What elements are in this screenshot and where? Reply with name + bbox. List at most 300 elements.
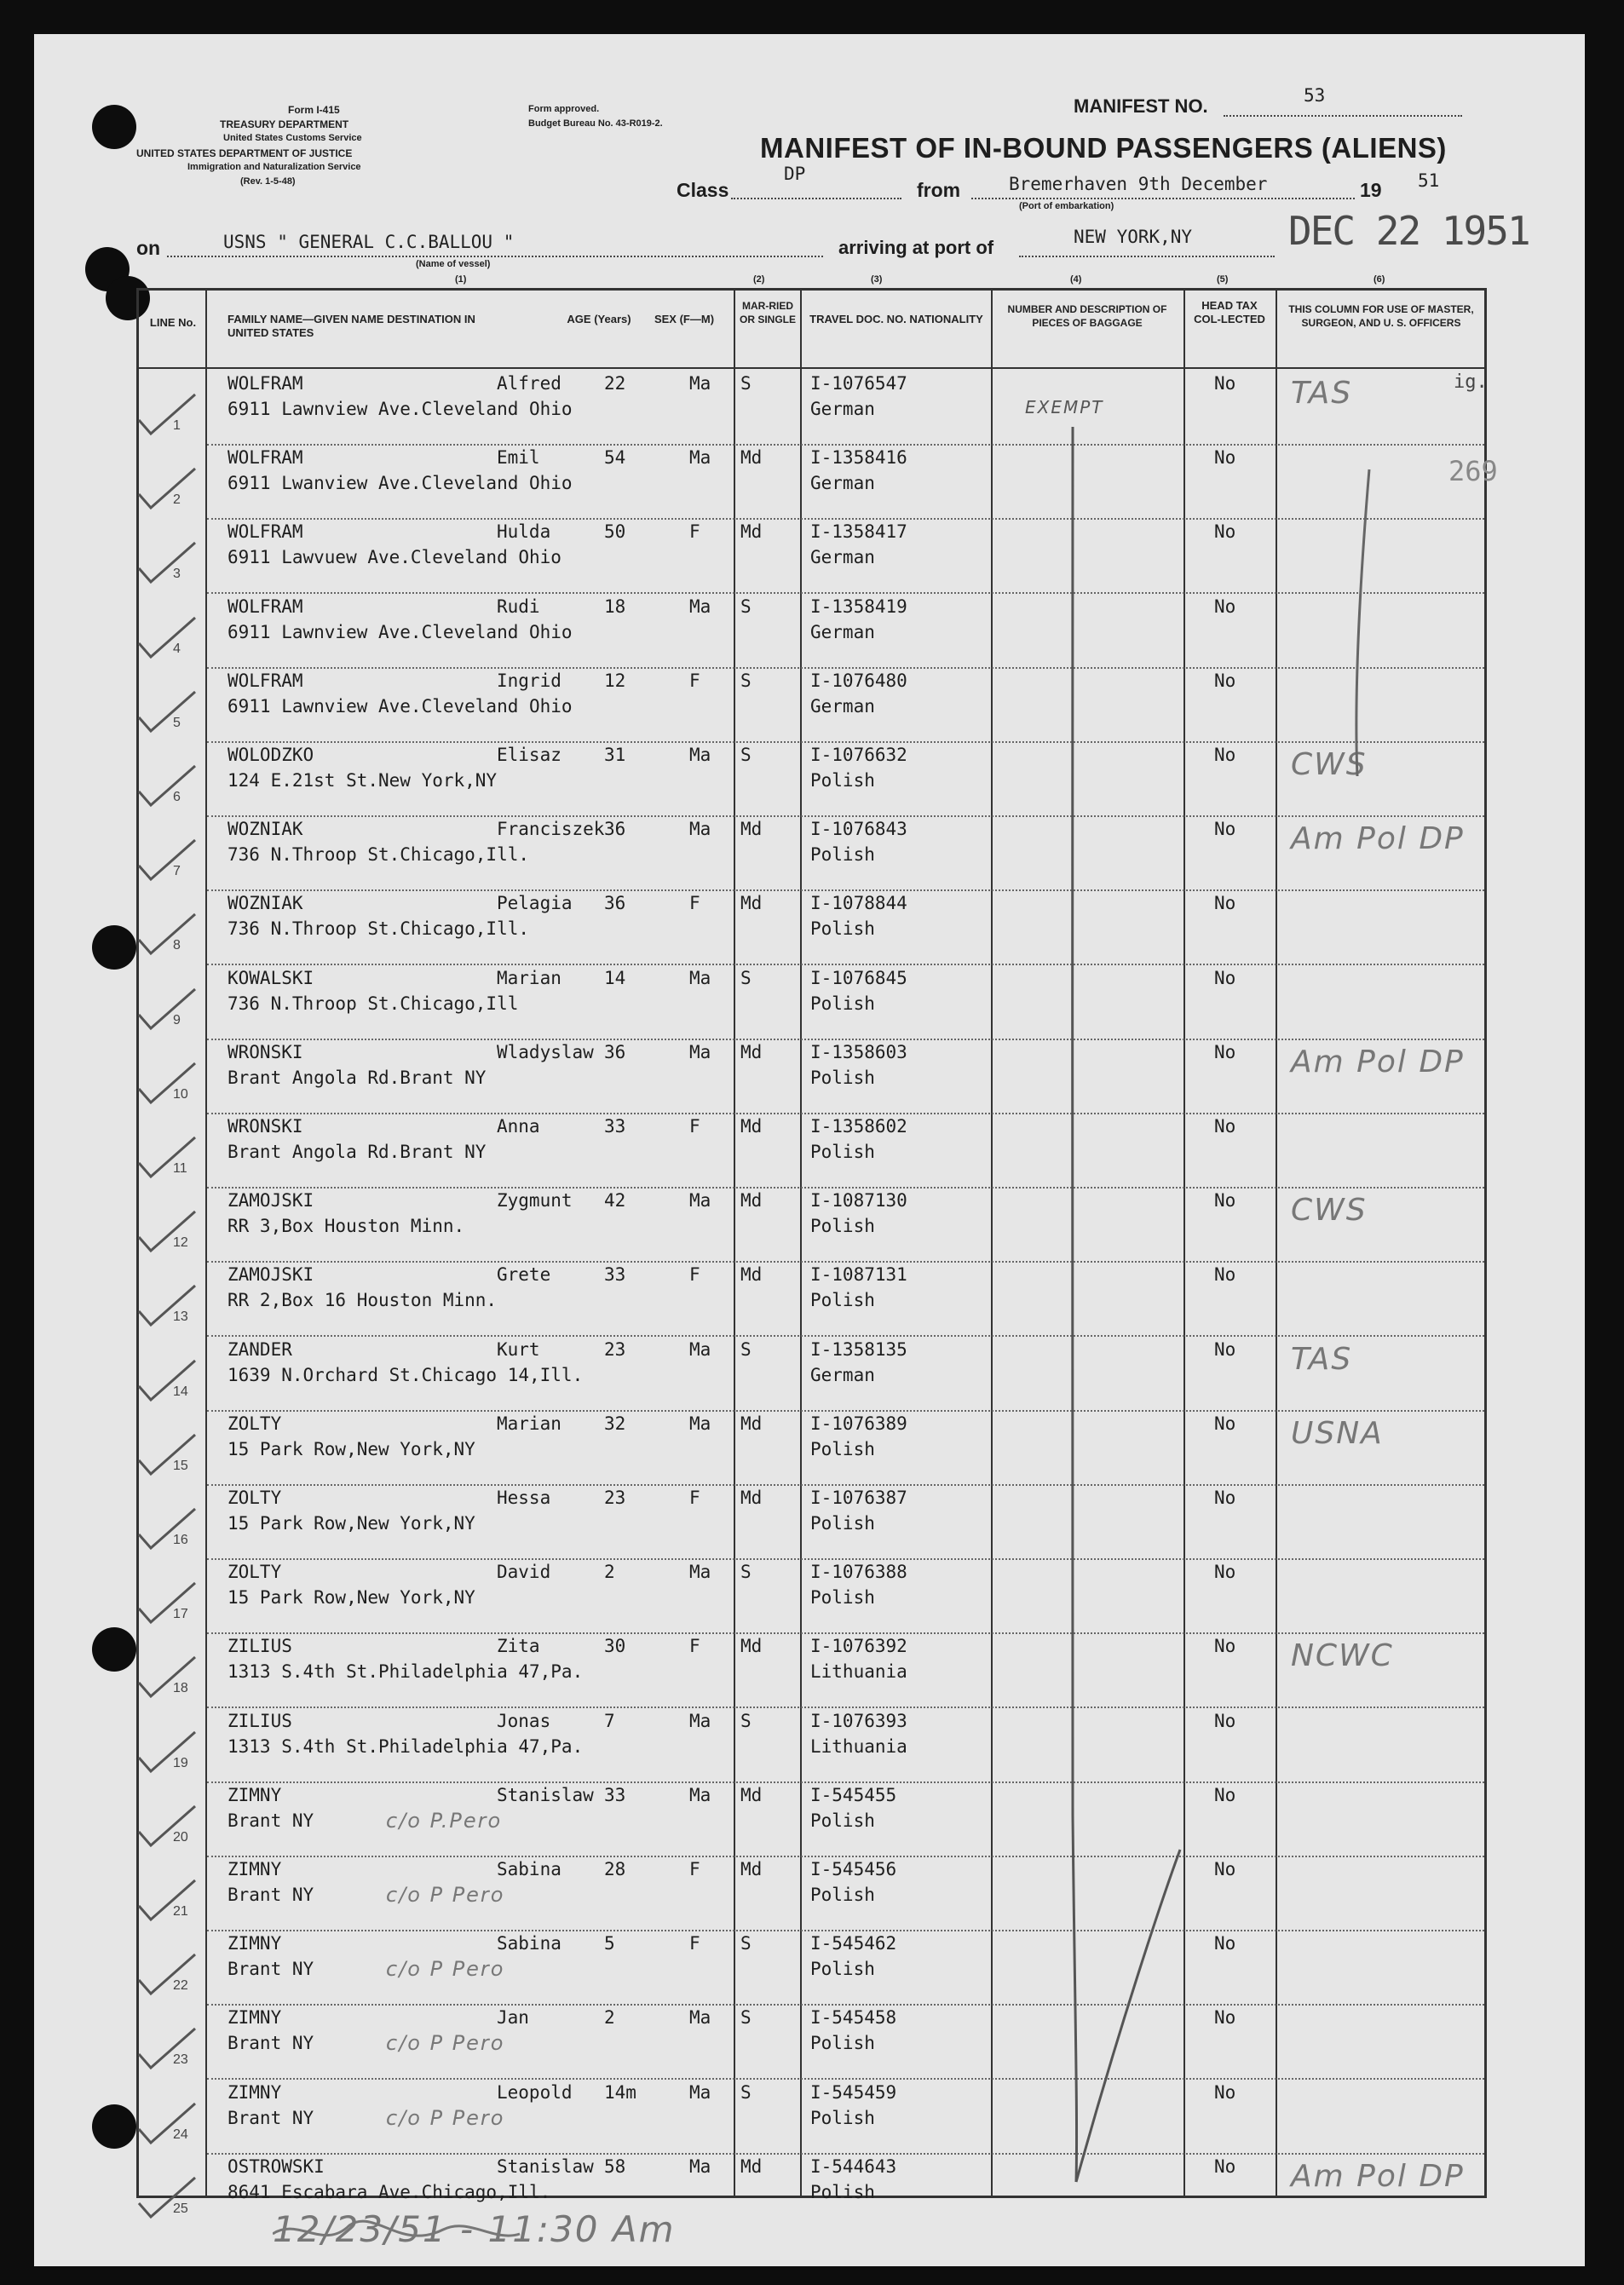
port-embarkation-caption: (Port of embarkation) [1019,201,1114,211]
line-number: 1 [173,418,181,433]
nationality: Polish [810,1067,875,1088]
given-name: Jonas [497,1710,551,1731]
customs-label: United States Customs Service [223,133,362,143]
age: 50 [604,521,626,543]
destination: 15 Park Row,New York,NY [227,1513,475,1534]
head-tax: No [1214,1562,1236,1583]
destination: Brant Angola Rd.Brant NY [227,1067,487,1088]
header-line-no: LINE No. [149,316,197,329]
col-number-6: (6) [1373,274,1385,285]
table-row [139,2080,1484,2154]
line-number: 12 [173,1235,188,1251]
destination: 6911 Lawnview Ave.Cleveland Ohio [227,695,573,717]
given-name: Stanislaw [497,2155,594,2177]
nationality: Polish [810,1142,875,1162]
line-number: 11 [173,1161,187,1176]
col-number-4: (4) [1070,274,1082,285]
head-tax: No [1214,1190,1236,1212]
marital-status: S [740,670,752,691]
officer-note: Am Pol DP [1291,821,1465,857]
age: 7 [604,1710,615,1731]
arriving-value: NEW YORK,NY [1074,227,1193,247]
sex: F [689,1116,700,1137]
check-mark-icon [132,1504,200,1555]
head-tax: No [1214,1413,1236,1434]
col-number-1: (1) [455,274,467,285]
year-prefix: 19 [1360,179,1382,201]
given-name: Sabina [497,1859,561,1879]
sex: F [689,670,700,691]
marital-status: S [740,967,752,988]
family-name: ZIMNY [227,1784,282,1805]
head-tax: No [1214,670,1236,691]
marital-status: Md [740,1859,763,1879]
sex: Ma [689,1562,711,1583]
nationality: Polish [810,1438,875,1459]
sex: Ma [689,596,711,617]
sex: Ma [689,373,711,394]
given-name: Zita [497,1636,540,1657]
age: 30 [604,1636,626,1657]
age: 36 [604,819,626,840]
age: 23 [604,1488,626,1508]
age: 33 [604,1264,626,1286]
travel-doc-number: I-1358419 [810,596,907,617]
age: 14 [604,967,626,988]
travel-doc-number: I-545455 [810,1784,897,1805]
marital-status: Md [740,447,763,469]
destination: Brant NY [227,1810,314,1831]
head-tax: No [1214,2007,1236,2029]
head-tax: No [1214,967,1236,988]
marital-status: S [740,1933,752,1954]
manifest-no-label: MANIFEST NO. [1074,95,1208,117]
sex: Ma [689,1784,711,1805]
age: 33 [604,1784,626,1805]
given-name: Pelagia [497,893,573,914]
marital-status: Md [740,819,763,840]
nationality: Polish [810,1216,875,1237]
travel-doc-number: I-1076843 [810,819,907,840]
given-name: Marian [497,1413,561,1434]
line-number: 14 [173,1384,188,1399]
check-mark-icon [132,538,200,589]
officer-note: CWS [1291,1193,1368,1229]
given-name: Marian [497,967,561,988]
check-mark-icon [132,1727,200,1778]
destination: 6911 Lawnview Ave.Cleveland Ohio [227,399,573,419]
destination: 6911 Lawvuew Ave.Cleveland Ohio [227,547,561,568]
nationality: German [810,1364,875,1385]
destination: 124 E.21st St.New York,NY [227,770,498,791]
check-mark-icon [132,2023,200,2075]
age: 54 [604,447,626,469]
destination: 736 N.Throop St.Chicago,Ill. [227,918,530,940]
family-name: ZAMOJSKI [227,1190,314,1212]
check-mark-icon [132,687,200,738]
given-name: Alfred [497,373,561,394]
head-tax: No [1214,1264,1236,1286]
travel-doc-number: I-1076389 [810,1413,907,1434]
nationality: Polish [810,1587,875,1609]
nationality: Polish [810,844,875,866]
line-number: 9 [173,1012,181,1027]
travel-doc-number: I-1358135 [810,1338,907,1360]
given-name: Wladyslaw [497,1041,594,1062]
table-row [139,1485,1484,1559]
year-value: 51 [1418,170,1440,191]
line-number: 7 [173,864,181,879]
destination: 1313 S.4th St.Philadelphia 47,Pa. [227,1661,584,1683]
nationality: Polish [810,770,875,791]
col-number-2: (2) [753,274,765,285]
destination: Brant Angola Rd.Brant NY [227,1142,487,1162]
line-number: 6 [173,790,181,804]
arriving-label: arriving at port of [838,237,994,258]
table-row [139,1856,1484,1931]
age: 28 [604,1859,626,1879]
nationality: Polish [810,2033,875,2054]
family-name: WOZNIAK [227,893,303,914]
travel-doc-number: I-1087131 [810,1264,907,1286]
family-name: WOLFRAM [227,596,303,617]
marital-status: Md [740,1636,763,1657]
check-mark-icon [132,1355,200,1407]
destination: 15 Park Row,New York,NY [227,1587,475,1609]
nationality: Polish [810,2107,875,2128]
travel-doc-number: I-1076387 [810,1488,907,1508]
sex: Ma [689,967,711,988]
check-mark-icon [132,2098,200,2150]
head-tax: No [1214,745,1236,765]
check-mark-icon [132,909,200,960]
vessel-caption: (Name of vessel) [416,259,491,269]
age: 18 [604,596,626,617]
sex: F [689,1933,700,1954]
line-number: 18 [173,1681,188,1696]
line-number: 2 [173,492,181,508]
travel-doc-number: I-545459 [810,2081,897,2103]
given-name: Elisaz [497,745,561,765]
given-name: Zygmunt [497,1190,573,1212]
stamp-269: 269 [1448,455,1498,487]
line-number: 15 [173,1458,188,1473]
head-tax: No [1214,1338,1236,1360]
marital-status: S [740,1338,752,1360]
family-name: ZILIUS [227,1710,292,1731]
travel-doc-number: I-1358417 [810,521,907,543]
head-tax: No [1214,893,1236,914]
manifest-title: MANIFEST OF IN-BOUND PASSENGERS (ALIENS) [760,132,1447,164]
header-baggage: NUMBER AND DESCRIPTION OF PIECES OF BAGGAGE [1007,303,1167,329]
age: 36 [604,893,626,914]
destination: 1639 N.Orchard St.Chicago 14,Ill. [227,1364,584,1385]
travel-doc-number: I-544643 [810,2155,897,2177]
given-name: Grete [497,1264,551,1286]
from-value: Bremerhaven 9th December [1009,174,1268,194]
check-mark-icon [132,1132,200,1183]
line-number: 24 [173,2127,188,2142]
age: 58 [604,2155,626,2177]
marital-status: Md [740,1784,763,1805]
destination: 15 Park Row,New York,NY [227,1438,475,1459]
line-number: 23 [173,2052,188,2068]
destination: Brant NY [227,1959,314,1980]
given-name: Leopold [497,2081,573,2103]
sex: F [689,893,700,914]
head-tax: No [1214,2081,1236,2103]
nationality: Polish [810,993,875,1014]
given-name: Ingrid [497,670,561,691]
officer-note: TAS [1291,1341,1353,1377]
sex: F [689,1488,700,1508]
marital-status: S [740,373,752,394]
line-number: 21 [173,1904,188,1919]
travel-doc-number: I-1076393 [810,1710,907,1731]
col-number-5: (5) [1217,274,1229,285]
passenger-table [136,288,1487,2216]
table-row [139,1262,1484,1336]
care-of-note: c/o P Pero [386,2105,505,2130]
head-tax: No [1214,1488,1236,1508]
head-tax: No [1214,819,1236,840]
check-mark-icon [132,1430,200,1481]
given-name: Jan [497,2007,529,2029]
check-mark-icon [132,463,200,515]
ins-label: Immigration and Naturalization Service [187,162,361,172]
travel-doc-number: I-1076632 [810,745,907,765]
header-headtax: HEAD TAX COL-LECTED [1194,299,1265,325]
table-row [139,1559,1484,1633]
sex: Ma [689,1338,711,1360]
table-row [139,2005,1484,2079]
age: 33 [604,1116,626,1137]
given-name: Emil [497,447,540,469]
line-number: 8 [173,938,181,953]
family-name: OSTROWSKI [227,2155,325,2177]
head-tax: No [1214,521,1236,543]
destination: 736 N.Throop St.Chicago,Ill. [227,844,530,866]
travel-doc-number: I-1087130 [810,1190,907,1212]
family-name: ZIMNY [227,1933,282,1954]
care-of-note: c/o P.Pero [386,1808,503,1833]
travel-doc-number: I-1358602 [810,1116,907,1137]
marital-status: S [740,2007,752,2029]
family-name: WRONSKI [227,1116,303,1137]
given-name: Hessa [497,1488,551,1508]
age: 12 [604,670,626,691]
check-mark-icon [132,761,200,812]
family-name: ZAMOJSKI [227,1264,314,1286]
table-row [139,1188,1484,1262]
given-name: Sabina [497,1933,561,1954]
destination: RR 3,Box Houston Minn. [227,1216,465,1237]
form-number: Form I-415 [288,104,340,116]
age: 32 [604,1413,626,1434]
sex: Ma [689,447,711,469]
nationality: German [810,473,875,494]
destination: 1313 S.4th St.Philadelphia 47,Pa. [227,1735,584,1757]
travel-doc-number: I-1076547 [810,373,907,394]
family-name: WOZNIAK [227,819,303,840]
signature-scrawl [273,2208,528,2259]
travel-doc-number: I-1076392 [810,1636,907,1657]
table-row [139,1411,1484,1485]
line-number: 5 [173,715,181,730]
given-name: Stanislaw [497,1784,594,1805]
nationality: German [810,621,875,642]
line-number: 3 [173,567,181,582]
nationality: Polish [810,1513,875,1534]
ig-note: ig. [1454,371,1488,393]
check-mark-icon [132,835,200,886]
marital-status: Md [740,1488,763,1508]
head-tax: No [1214,1636,1236,1657]
sex: Ma [689,1710,711,1731]
header-married: MAR-RIED OR SINGLE [739,300,796,325]
line-number: 17 [173,1607,188,1622]
head-tax: No [1214,1041,1236,1062]
marital-status: S [740,1562,752,1583]
destination: 6911 Lawnview Ave.Cleveland Ohio [227,621,573,642]
sex: F [689,1264,700,1286]
sex: Ma [689,2155,711,2177]
family-name: WOLFRAM [227,373,303,394]
care-of-note: c/o P Pero [386,1957,505,1982]
header-sex: SEX (F—M) [654,313,715,325]
nationality: German [810,399,875,419]
on-label: on [136,237,161,259]
nationality: German [810,695,875,717]
check-mark-icon [132,1206,200,1258]
travel-doc-number: I-545456 [810,1859,897,1879]
marital-status: Md [740,521,763,543]
sex: Ma [689,1041,711,1062]
check-mark-icon [132,1058,200,1109]
marital-status: Md [740,1041,763,1062]
check-mark-icon [132,1578,200,1629]
head-tax: No [1214,2155,1236,2177]
table-row [139,1782,1484,1856]
sex: Ma [689,2081,711,2103]
class-label: Class [677,179,729,201]
line-number: 10 [173,1086,188,1102]
nationality: Polish [810,1885,875,1905]
nationality: Polish [810,1290,875,1311]
age: 5 [604,1933,615,1954]
travel-doc-number: I-545458 [810,2007,897,2029]
age: 31 [604,745,626,765]
care-of-note: c/o P Pero [386,2031,505,2056]
officer-note: Am Pol DP [1291,2158,1465,2194]
manifest-no-value: 53 [1304,85,1326,106]
marital-status: Md [740,2155,763,2177]
care-of-note: c/o P Pero [386,1883,505,1907]
treasury-label: TREASURY DEPARTMENT [220,118,349,130]
sex: F [689,1859,700,1879]
marital-status: S [740,596,752,617]
line-number: 25 [173,2201,188,2216]
check-mark-icon [132,984,200,1035]
line-number: 4 [173,641,181,656]
travel-doc-number: I-1078844 [810,893,907,914]
family-name: ZIMNY [227,2081,282,2103]
family-name: ZOLTY [227,1413,282,1434]
col-number-3: (3) [871,274,883,285]
nationality: Lithuania [810,1735,907,1757]
marital-status: S [740,2081,752,2103]
date-stamp: DEC 22 1951 [1288,208,1529,254]
given-name: Franciszek [497,819,605,840]
marital-status: Md [740,1264,763,1286]
marital-status: Md [740,1190,763,1212]
line-number: 20 [173,1829,188,1845]
sex: Ma [689,745,711,765]
age: 36 [604,1041,626,1062]
nationality: Polish [810,1810,875,1831]
check-mark-icon [132,1875,200,1926]
officer-note: TAS [1291,376,1353,411]
header-officers: THIS COLUMN FOR USE OF MASTER, SURGEON, AND U. S. OFFICERS [1288,303,1474,329]
family-name: ZANDER [227,1338,292,1360]
line-number: 19 [173,1755,188,1770]
marital-status: S [740,745,752,765]
footer-signature: 12/23/51 - 11:30 Am [273,2208,676,2250]
sex: Ma [689,819,711,840]
sex: Ma [689,1190,711,1212]
baggage-ditto-mark [991,367,1183,2199]
head-tax: No [1214,596,1236,617]
vessel-name: USNS " GENERAL C.C.BALLOU " [223,232,515,252]
header-travel: TRAVEL DOC. NO. NATIONALITY [809,313,983,325]
binder-hole [92,1627,136,1672]
age: 14m [604,2081,636,2103]
baggage-note: EXEMPT [1025,397,1104,417]
sex: Ma [689,2007,711,2029]
age: 2 [604,2007,615,2029]
age: 2 [604,1562,615,1583]
check-mark-icon [132,1949,200,2000]
check-mark-icon [132,613,200,664]
destination: Brant NY [227,2107,314,2128]
nationality: German [810,547,875,568]
head-tax: No [1214,1933,1236,1954]
given-name: David [497,1562,551,1583]
head-tax: No [1214,1859,1236,1879]
check-mark-icon [132,389,200,440]
sex: F [689,1636,700,1657]
family-name: WOLFRAM [227,670,303,691]
family-name: ZOLTY [227,1488,282,1508]
destination: 736 N.Throop St.Chicago,Ill [227,993,519,1014]
travel-doc-number: I-1076388 [810,1562,907,1583]
justice-label: UNITED STATES DEPARTMENT OF JUSTICE [136,147,353,159]
destination: Brant NY [227,2033,314,2054]
family-name: WRONSKI [227,1041,303,1062]
nationality: Polish [810,2181,875,2202]
binder-hole [92,105,136,149]
family-name: KOWALSKI [227,967,314,988]
line-number: 22 [173,1978,188,1994]
binder-hole [92,925,136,970]
travel-doc-number: I-1358603 [810,1041,907,1062]
marital-status: Md [740,1116,763,1137]
given-name: Kurt [497,1338,540,1360]
family-name: ZOLTY [227,1562,282,1583]
budget-bureau: Budget Bureau No. 43-R019-2. [528,118,663,129]
table-row [139,1931,1484,2005]
header-name: FAMILY NAME—GIVEN NAME DESTINATION IN UNITED STATES [227,313,475,339]
